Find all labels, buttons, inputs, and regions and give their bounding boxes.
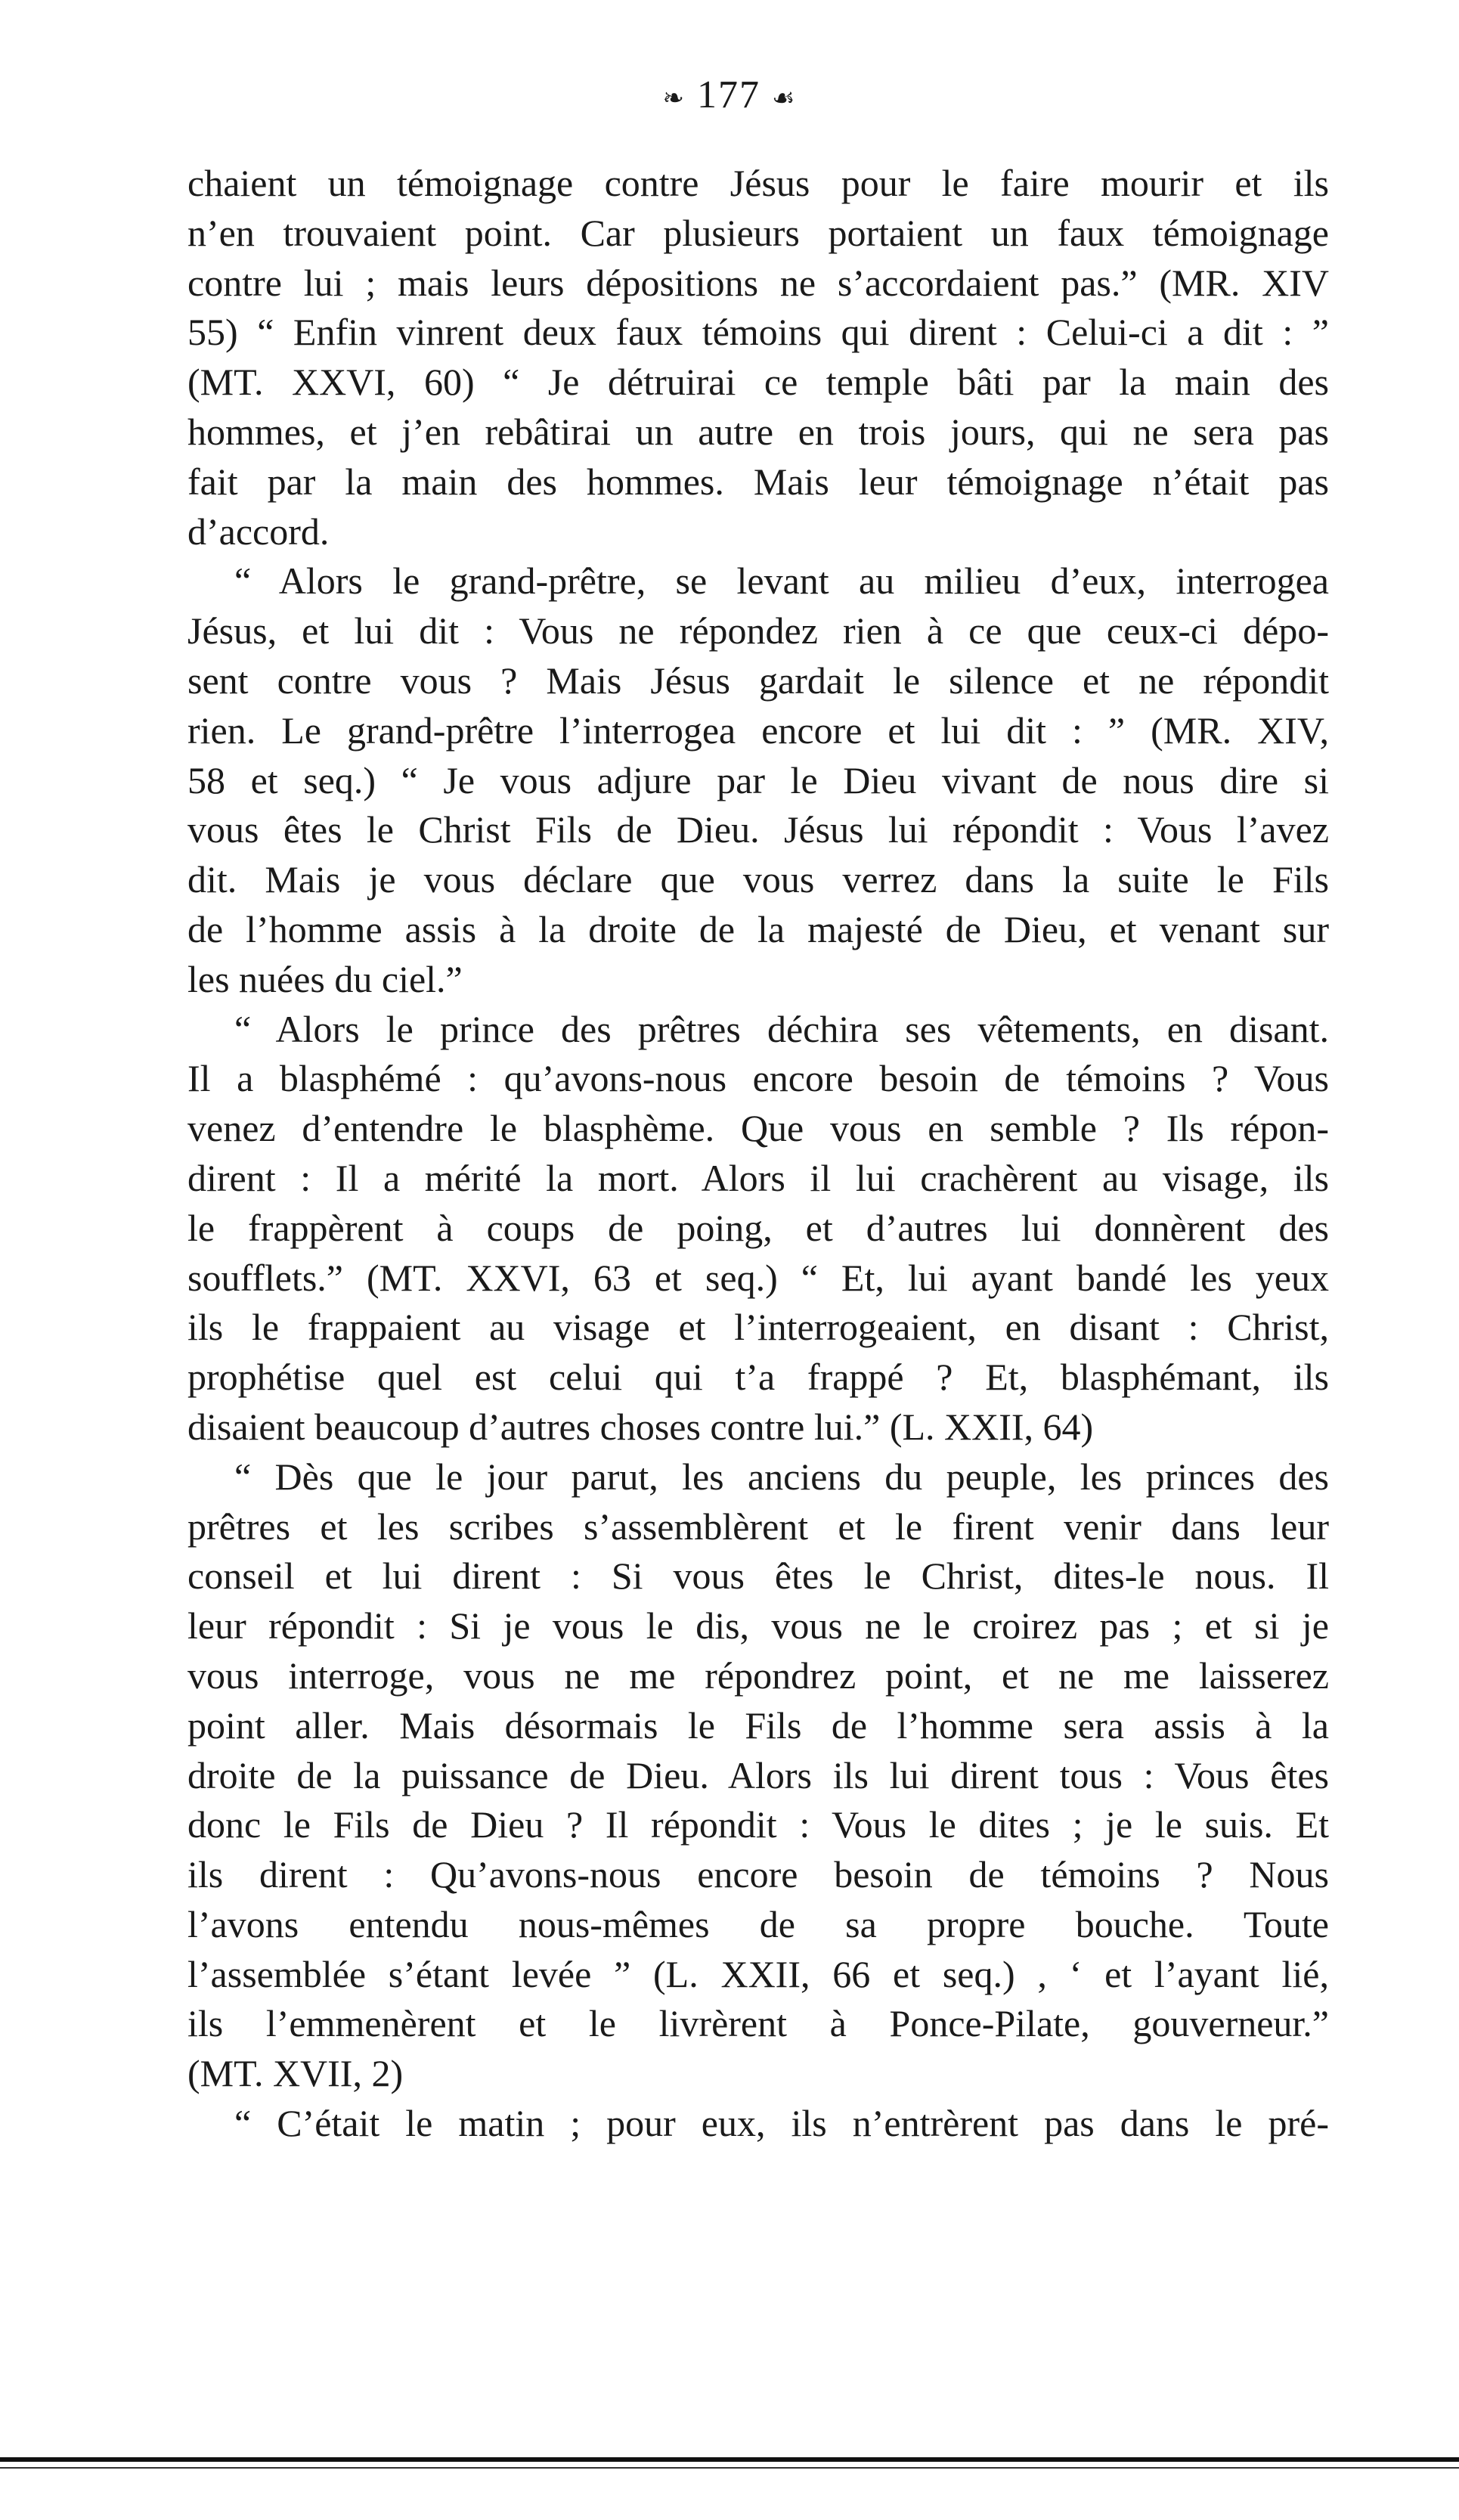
text-line: leur répondit : Si je vous le dis, vous ne le croirez pas ; et si je	[187, 1604, 1329, 1647]
text-line: contre lui ; mais leurs dépositions ne s’accordaient pas.” (MR. XIV	[187, 261, 1329, 304]
text-line: 58 et seq.) “ Je vous adjure par le Dieu vivant de nous dire si	[187, 758, 1329, 801]
text-line: sent contre vous ? Mais Jésus gardait le silence et ne répondit	[187, 659, 1329, 702]
page-header	[0, 73, 1459, 117]
text-line: “ Alors le grand-prêtre, se levant au milieu d’eux, interrogea	[234, 559, 1329, 603]
footer-rule	[0, 2457, 1459, 2462]
text-line: fait par la main des hommes. Mais leur témoignage n’était pas	[187, 460, 1329, 503]
ornament-right-icon: ☙	[772, 85, 797, 113]
text-line: prêtres et les scribes s’assemblèrent et le firent venir dans leur	[187, 1505, 1329, 1548]
text-line: droite de la puissance de Dieu. Alors ils lui dirent tous : Vous êtes	[187, 1753, 1329, 1796]
text-line: hommes, et j’en rebâtirai un autre en trois jours, qui ne sera pas	[187, 410, 1329, 453]
text-line: dirent : Il a mérité la mort. Alors il lui crachèrent au visage, ils	[187, 1156, 1329, 1199]
text-line: de l’homme assis à la droite de la majesté de Dieu, et venant sur	[187, 907, 1329, 950]
text-line: l’avons entendu nous-mêmes de sa propre bouche. Toute	[187, 1902, 1329, 1945]
text-line: “ C’était le matin ; pour eux, ils n’entrèrent pas dans le pré-	[234, 2102, 1329, 2145]
text-line: ils dirent : Qu’avons-nous encore besoin de témoins ? Nous	[187, 1853, 1329, 1896]
text-line: (MT. XVII, 2)	[187, 2052, 404, 2095]
body-text	[187, 159, 1329, 2149]
text-line: 55) “ Enfin vinrent deux faux témoins qui dirent : Celui-ci a dit : ”	[187, 311, 1329, 354]
text-line: prophétise quel est celui qui t’a frappé ? Et, blasphémant, ils	[187, 1356, 1329, 1399]
text-line: n’en trouvaient point. Car plusieurs portaient un faux témoignage	[187, 211, 1329, 254]
text-line: ils le frappaient au visage et l’interrogeaient, en disant : Christ,	[187, 1306, 1329, 1349]
text-line: vous êtes le Christ Fils de Dieu. Jésus lui répondit : Vous l’avez	[187, 808, 1329, 851]
footer-rule-thin	[0, 2467, 1459, 2469]
text-line: Jésus, et lui dit : Vous ne répondez rien à ce que ceux-ci dépo-	[187, 609, 1329, 652]
text-line: vous interroge, vous ne me répondrez point, et ne me laisserez	[187, 1654, 1329, 1697]
text-line: chaient un témoignage contre Jésus pour le faire mourir et ils	[187, 162, 1329, 204]
text-line: (MT. XXVI, 60) “ Je détruirai ce temple bâti par la main des	[187, 361, 1329, 404]
page-number: 177	[697, 73, 760, 116]
text-line: “ Alors le prince des prêtres déchira ses vêtements, en disant.	[234, 1007, 1329, 1050]
text-line: Il a blasphémé : qu’avons-nous encore besoin de témoins ? Vous	[187, 1057, 1329, 1100]
text-line: le frappèrent à coups de poing, et d’autres lui donnèrent des	[187, 1206, 1329, 1249]
text-line: d’accord.	[187, 510, 330, 553]
ornament-left-icon: ❧	[662, 85, 686, 113]
text-line: l’assemblée s’étant levée ” (L. XXII, 66 et seq.) , ‘ et l’ayant lié,	[187, 1952, 1329, 1995]
text-line: dit. Mais je vous déclare que vous verrez dans la suite le Fils	[187, 858, 1329, 901]
text-line: donc le Fils de Dieu ? Il répondit : Vous le dites ; je le suis. Et	[187, 1803, 1329, 1846]
text-line: ils l’emmenèrent et le livrèrent à Ponce-Pilate, gouverneur.”	[187, 2002, 1329, 2045]
text-line: rien. Le grand-prêtre l’interrogea encore et lui dit : ” (MR. XIV,	[187, 708, 1329, 752]
text-line: disaient beaucoup d’autres choses contre lui.” (L. XXII, 64)	[187, 1405, 1094, 1448]
text-line: venez d’entendre le blasphème. Que vous en semble ? Ils répon-	[187, 1107, 1329, 1150]
text-line: point aller. Mais désormais le Fils de l’homme sera assis à la	[187, 1703, 1329, 1747]
text-line: conseil et lui dirent : Si vous êtes le Christ, dites-le nous. Il	[187, 1554, 1329, 1598]
text-line: soufflets.” (MT. XXVI, 63 et seq.) “ Et, lui ayant bandé les yeux	[187, 1256, 1329, 1299]
text-line: “ Dès que le jour parut, les anciens du peuple, les princes des	[234, 1455, 1329, 1498]
text-line: les nuées du ciel.”	[187, 957, 463, 1000]
